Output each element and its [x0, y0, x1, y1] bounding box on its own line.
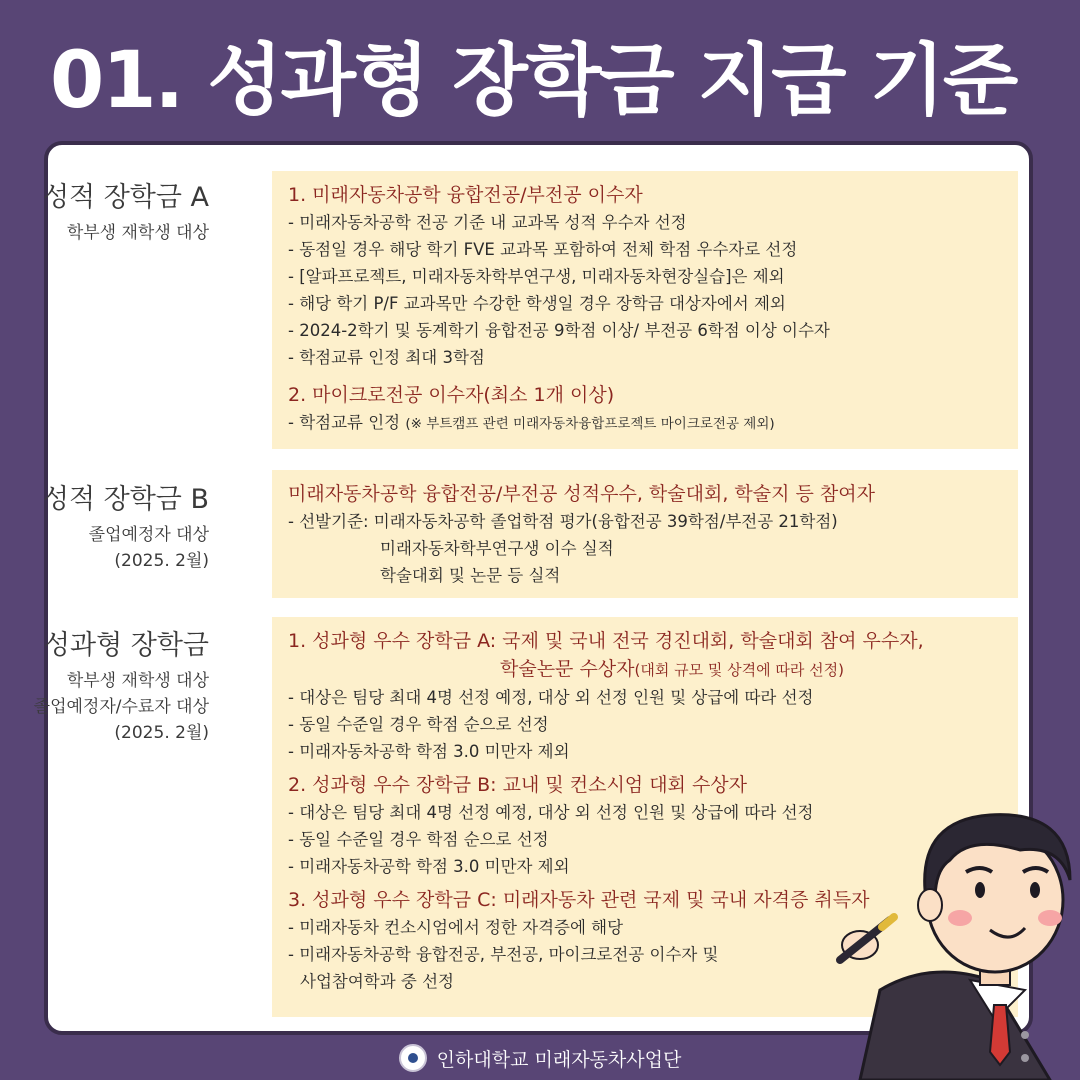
section-c-heading-1b — [288, 655, 1002, 684]
list-item: - 2024-2학기 및 동계학기 융합전공 9학점 이상/ 부전공 6학점 이상 이수자 — [288, 321, 830, 340]
section-b-box — [272, 470, 1018, 598]
section-c-label — [0, 623, 209, 746]
list-item: - 미래자동차공학 전공 기준 내 교과목 성적 우수자 선정 — [288, 213, 687, 232]
list-item: - 미래자동차공학 학점 3.0 미만자 제외 — [288, 742, 570, 761]
list-item: - 학점교류 인정 최대 3학점 — [288, 348, 485, 367]
list-item: - 미래자동차공학 융합전공, 부전공, 마이크로전공 이수자 및 — [288, 945, 719, 964]
award-text: 학술논문 수상자 — [500, 658, 635, 680]
section-c-heading-2: 2. 성과형 우수 장학금 B: 교내 및 컨소시엄 대회 수상자 — [288, 774, 748, 796]
list-item: - 미래자동차공학 학점 3.0 미만자 제외 — [288, 857, 570, 876]
section-a-heading-2: 2. 마이크로전공 이수자(최소 1개 이상) — [288, 384, 615, 406]
section-c-sub-3: (2025. 2월) — [114, 723, 209, 743]
university-seal-icon — [399, 1044, 427, 1072]
list-item: 사업참여학과 중 선정 — [300, 972, 454, 991]
section-c-sub-1: 학부생 재학생 대상 — [66, 671, 209, 691]
section-b-heading: 미래자동차공학 융합전공/부전공 성적우수, 학술대회, 학술지 등 참여자 — [288, 483, 875, 505]
bootcamp-note: (※ 부트캠프 관련 미래자동차융합프로젝트 마이크로전공 제외) — [405, 416, 775, 432]
section-b-label — [0, 477, 209, 574]
list-item: - 동일 수준일 경우 학점 순으로 선정 — [288, 830, 549, 849]
list-item: - 대상은 팀당 최대 4명 선정 예정, 대상 외 선정 인원 및 상급에 따라 선정 — [288, 688, 814, 707]
section-b-sub-1: 졸업예정자 대상 — [88, 525, 209, 545]
credit-exchange-text: - 학점교류 인정 — [288, 413, 401, 432]
list-item: - [알파프로젝트, 미래자동차학부연구생, 미래자동차현장실습]은 제외 — [288, 267, 785, 286]
section-c-sub-2: 졸업예정자/수료자 대상 — [33, 697, 209, 717]
section-a-title: 성적 장학금 A — [42, 182, 209, 213]
list-item — [288, 409, 1002, 438]
award-note: (대회 규모 및 상격에 따라 선정) — [634, 661, 844, 679]
footer — [0, 1040, 1080, 1076]
list-item: - 동점일 경우 해당 학기 FVE 교과목 포함하여 전체 학점 우수자로 선정 — [288, 240, 798, 259]
page-title: 01. 성과형 장학금 지급 기준 — [50, 36, 1017, 126]
section-c-heading-3: 3. 성과형 우수 장학금 C: 미래자동차 관련 국제 및 국내 자격증 취득자 — [288, 889, 870, 911]
list-item: 미래자동차학부연구생 이수 실적 — [380, 539, 614, 558]
list-item: - 선발기준: 미래자동차공학 졸업학점 평가(융합전공 39학점/부전공 21학점) — [288, 512, 838, 531]
businessman-illustration — [820, 790, 1080, 1080]
footer-org: 인하대학교 미래자동차사업단 — [436, 1048, 682, 1071]
section-c-heading-1: 1. 성과형 우수 장학금 A: 국제 및 국내 전국 경진대회, 학술대회 참여 우수자, — [288, 630, 924, 652]
list-item: - 대상은 팀당 최대 4명 선정 예정, 대상 외 선정 인원 및 상급에 따라 선정 — [288, 803, 814, 822]
list-item: - 동일 수준일 경우 학점 순으로 선정 — [288, 715, 549, 734]
section-b-title: 성적 장학금 B — [42, 484, 209, 515]
section-a-box — [272, 171, 1018, 449]
section-a-label — [0, 175, 209, 246]
list-item: - 미래자동차 컨소시엄에서 정한 자격증에 해당 — [288, 918, 624, 937]
section-b-sub-2: (2025. 2월) — [114, 551, 209, 571]
list-item: 학술대회 및 논문 등 실적 — [380, 566, 561, 585]
list-item: - 해당 학기 P/F 교과목만 수강한 학생일 경우 장학금 대상자에서 제외 — [288, 294, 786, 313]
section-c-title: 성과형 장학금 — [43, 630, 209, 661]
section-a-sub: 학부생 재학생 대상 — [66, 223, 209, 243]
section-a-heading-1: 1. 미래자동차공학 융합전공/부전공 이수자 — [288, 184, 643, 206]
